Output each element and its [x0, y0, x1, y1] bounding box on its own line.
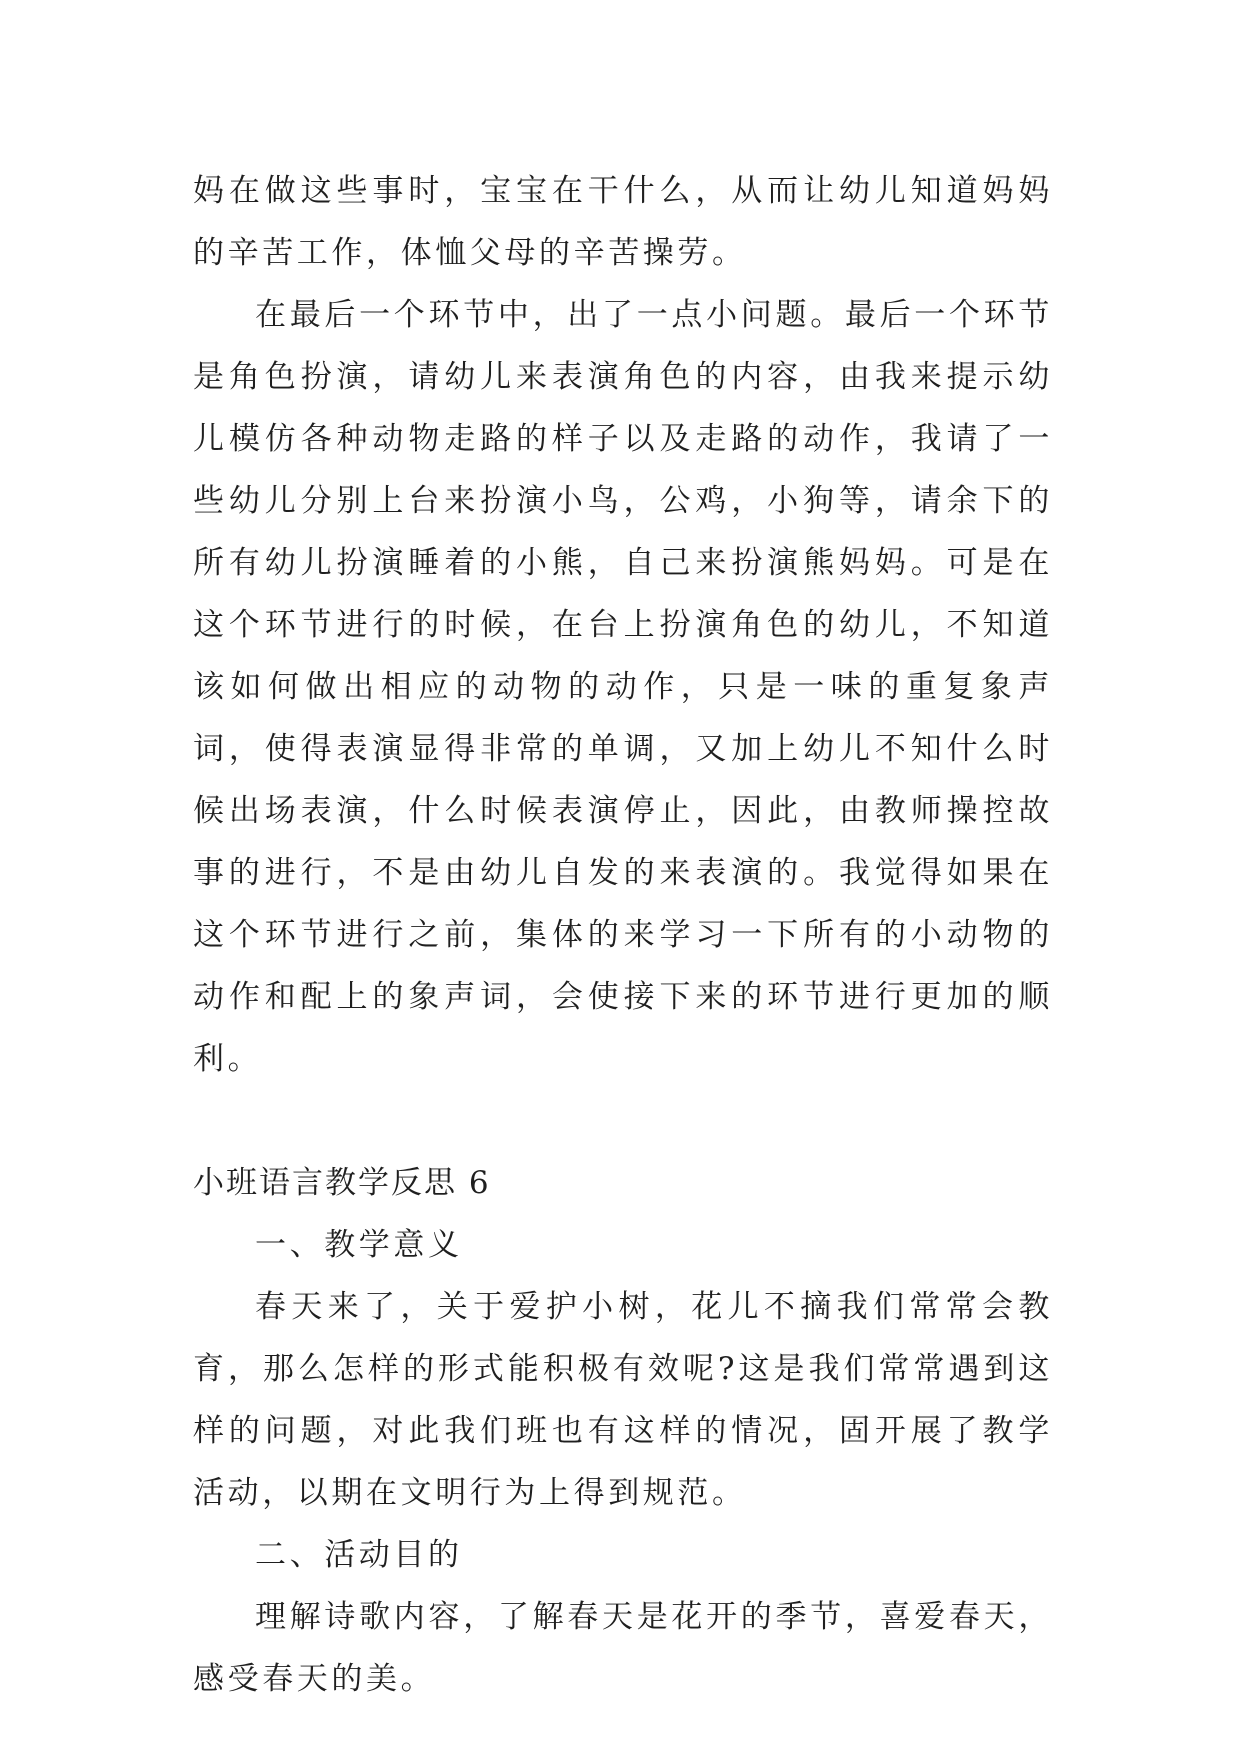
section-spacer — [193, 1090, 1053, 1152]
paragraph-activity-goal: 理解诗歌内容，了解春天是花开的季节，喜爱春天，感受春天的美。 — [193, 1599, 1053, 1697]
document-body — [193, 160, 1053, 1710]
heading-teaching-meaning: 一、教学意义 — [255, 1227, 463, 1263]
section-title: 小班语言教学反思 6 — [193, 1165, 491, 1201]
paragraph-continuation: 妈在做这些事时，宝宝在干什么，从而让幼儿知道妈妈的辛苦工作，体恤父母的辛苦操劳。 — [193, 173, 1053, 271]
paragraph-teaching-meaning: 春天来了，关于爱护小树，花儿不摘我们常常会教育，那么怎样的形式能积极有效呢?这是我们常常遇到这样的问题，对此我们班也有这样的情况，固开展了教学活动，以期在文明行为上得到规范。 — [193, 1289, 1053, 1511]
paragraph-last-segment: 在最后一个环节中，出了一点小问题。最后一个环节是角色扮演，请幼儿来表演角色的内容，由我来提示幼儿模仿各种动物走路的样子以及走路的动作，我请了一些幼儿分别上台来扮演小鸟，公鸡，小狗等，请余下的所有幼儿扮演睡着的小熊，自己来扮演熊妈妈。可是在这个环节进行的时候，在台上扮演角色的幼儿，不知道该如何做出相应的动物的动作，只是一味的重复象声词，使得表演显得非常的单调，又加上幼儿不知什么时候出场表演，什么时候表演停止，因此，由教师操控故事的进行，不是由幼儿自发的来表演的。我觉得如果在这个环节进行之前，集体的来学习一下所有的小动物的动作和配上的象声词，会使接下来的环节进行更加的顺利。 — [193, 297, 1053, 1077]
heading-activity-goal: 二、活动目的 — [255, 1537, 463, 1573]
